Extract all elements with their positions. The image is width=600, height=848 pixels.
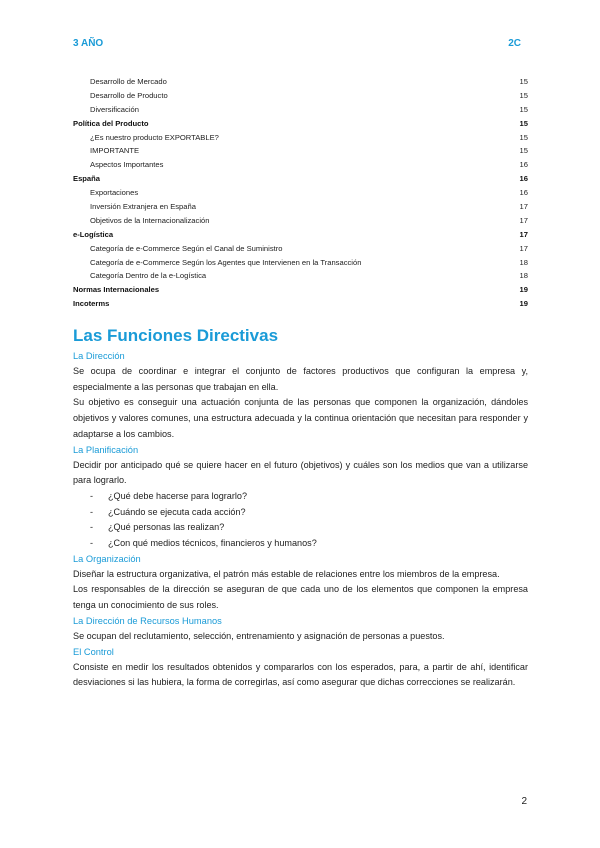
paragraph: Su objetivo es conseguir una actuación conjunta de las personas que componen la organización, dándoles objetivos y valores comunes, una estructura adecuada y la continua orientación que necesitan para responder y adaptarse a los cambios. [73,397,528,439]
toc-entry-page: 19 [519,285,528,295]
toc-entry-label: Objetivos de la Internacionalización [90,215,210,225]
paragraph: Decidir por anticipado qué se quiere hacer en el futuro (objetivos) y cuáles son los medios que van a utilizarse para lograrlo. [73,459,528,486]
list-item: - ¿Qué personas las realizan? [90,522,225,533]
toc-entry-label: Desarrollo de Mercado [90,77,167,86]
list-item: - ¿Qué debe hacerse para lograrlo? [90,490,248,501]
toc-entry-page: 15 [519,146,528,156]
header-course: 3 AÑO [73,38,104,49]
toc-entry-label: Normas Internacionales [73,285,160,295]
table-of-contents [73,75,528,311]
header-group: 2C [508,38,521,49]
toc-entry[interactable] [73,186,528,200]
toc-entry-page: 15 [519,90,528,100]
toc-entry[interactable] [73,131,528,145]
toc-entry-label: IMPORTANTE [90,146,140,156]
toc-entry[interactable] [73,75,528,89]
toc-entry-page: 17 [519,215,528,225]
heading-planificacion: La Planificación [73,444,139,455]
section-title: Las Funciones Directivas [73,326,279,345]
toc-entry-page: 19 [519,299,528,309]
toc-entry[interactable] [73,256,528,270]
paragraph: Se ocupan del reclutamiento, selección, entrenamiento y asignación de personas a puestos. [73,630,445,641]
toc-entry[interactable] [73,269,528,283]
toc-entry-page: 15 [519,77,528,86]
toc-entry[interactable] [73,89,528,103]
main-content [73,326,528,691]
toc-entry[interactable] [73,103,528,117]
toc-entry[interactable] [73,297,528,311]
toc-entry-label: Inversión Extranjera en España [90,202,196,212]
toc-entry-page: 15 [519,104,528,114]
toc-entry[interactable] [73,214,528,228]
toc-entry-page: 17 [519,243,528,253]
toc-entry-page: 18 [519,271,528,281]
toc-entry-label: Política del Producto [73,118,149,128]
toc-entry-page: 16 [519,174,528,184]
toc-entry-label: Diversificación [90,104,139,114]
list-item: - ¿Con qué medios técnicos, financieros y humanos? [90,538,317,549]
toc-entry-label: ¿Es nuestro producto EXPORTABLE? [90,132,219,142]
toc-entry-label: Incoterms [73,299,110,309]
toc-entry[interactable] [73,242,528,256]
toc-entry[interactable] [73,144,528,158]
toc-entry[interactable] [73,228,528,242]
toc-entry-page: 17 [519,229,528,239]
paragraph: Los responsables de la dirección se aseguran de que cada uno de los elementos que componen la empresa tenga un conocimiento de sus roles. [73,584,528,611]
toc-entry[interactable] [73,117,528,131]
toc-entry-page: 18 [519,257,528,267]
toc-entry[interactable] [73,172,528,186]
toc-entry[interactable] [73,200,528,214]
toc-entry-label: Exportaciones [90,188,139,198]
toc-entry-page: 17 [519,202,528,212]
toc-entry-page: 16 [519,188,528,198]
toc-entry-label: e-Logística [73,229,114,239]
toc-entry[interactable] [73,158,528,172]
heading-control: El Control [73,646,114,657]
paragraph: Diseñar la estructura organizativa, el patrón más estable de relaciones entre los miembros de la empresa. [73,568,500,579]
toc-entry-page: 15 [519,132,528,142]
toc-entry-label: Categoría de e-Commerce Según el Canal de Suministro [90,243,283,253]
heading-rrhh: La Dirección de Recursos Humanos [73,615,222,626]
list-item: - ¿Cuándo se ejecuta cada acción? [90,506,246,517]
toc-entry[interactable] [73,283,528,297]
toc-entry-label: Categoría de e-Commerce Según los Agentes que Intervienen en la Transacción [90,257,362,267]
toc-entry-label: Aspectos Importantes [90,160,164,170]
paragraph: Se ocupa de coordinar e integrar el conjunto de factores productivos que configuran la empresa y, especialmente a las personas que trabajan en ella. [73,366,528,392]
toc-entry-label: España [73,174,101,184]
page-number: 2 [521,796,527,807]
toc-entry-label: Categoría Dentro de la e-Logística [90,271,207,281]
toc-entry-page: 15 [519,118,528,128]
question-list [73,489,528,552]
heading-organizacion: La Organización [73,553,141,564]
heading-direccion: La Dirección [73,351,125,361]
paragraph: Consiste en medir los resultados obtenidos y compararlos con los esperados, para, a partir de ahí, identificar desviaciones si las hubiera, la forma de corregirlas, así como asegurar que dichas correcciones se realizarán. [73,661,528,688]
toc-entry-label: Desarrollo de Producto [90,90,168,100]
toc-entry-page: 16 [519,160,528,170]
